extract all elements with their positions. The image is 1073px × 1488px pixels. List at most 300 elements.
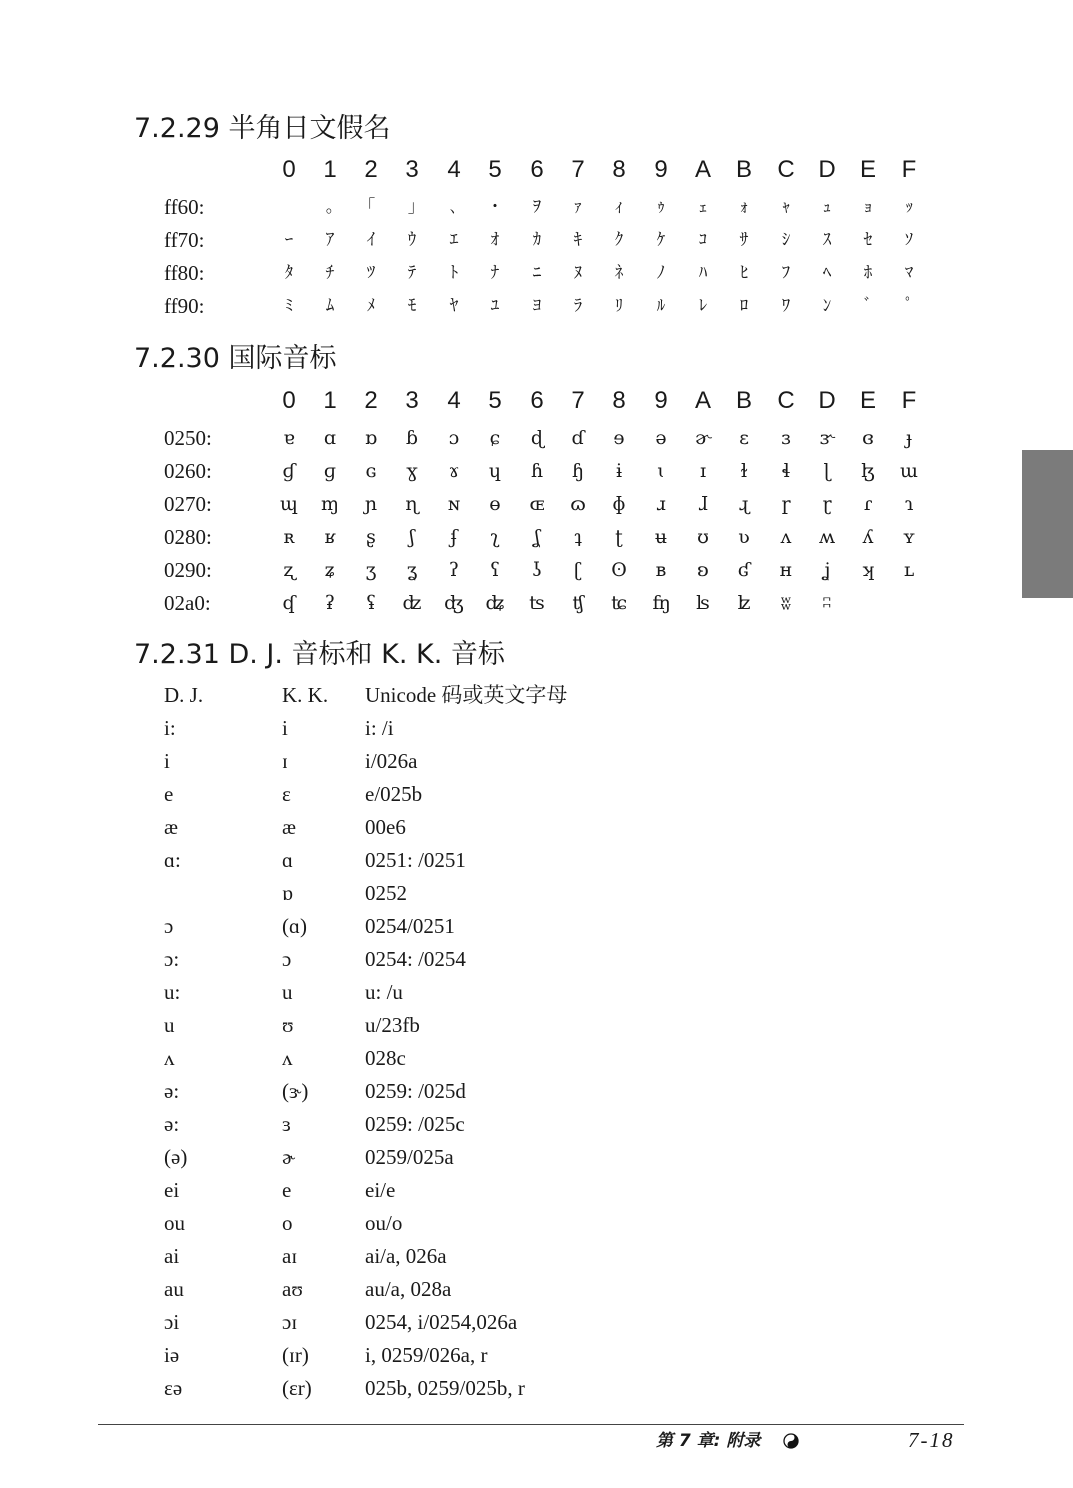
heading-halfwidth-kana: 7.2.29 半角日文假名 — [134, 113, 391, 144]
column-header-cell: A — [694, 156, 711, 183]
unicode-value: 0259/025a — [365, 1145, 454, 1169]
column-header-cell: 3 — [405, 387, 419, 414]
glyph-cell: ʪ — [696, 592, 710, 614]
glyph-cell: ʓ — [406, 559, 418, 581]
column-header-cell: A — [694, 387, 711, 414]
table-row — [0, 1043, 1073, 1074]
glyph-cell: ｴ — [449, 230, 459, 250]
glyph-cell: ｣ — [407, 197, 417, 217]
unicode-value: i: /i — [365, 716, 394, 740]
row-label: ff80: — [164, 261, 205, 285]
kk-symbol: æ — [282, 815, 297, 839]
kk-column-header: K. K. — [282, 683, 329, 707]
glyph-cell: ʧ — [572, 592, 584, 614]
glyph-cell: ､ — [449, 197, 459, 217]
table-row — [0, 878, 1073, 909]
glyph-cell: ɤ — [448, 460, 460, 482]
row-label: ff60: — [164, 195, 205, 219]
kk-symbol: ɛ — [282, 782, 291, 806]
column-header-cell: E — [859, 387, 876, 414]
glyph-cell: ｶ — [532, 230, 542, 250]
glyph-cell: ɷ — [570, 493, 586, 515]
glyph-cell: ɖ — [530, 427, 544, 449]
glyph-cell: ɴ — [447, 493, 461, 515]
kk-symbol: aʊ — [282, 1277, 303, 1301]
yin-yang-icon — [783, 1433, 799, 1449]
glyph-cell: ･ — [490, 197, 500, 217]
row-label: 0260: — [164, 459, 212, 483]
glyph-cell: ɘ — [613, 427, 625, 449]
column-header-cell: 6 — [530, 156, 544, 183]
glyph-cell: ﾚ — [698, 296, 708, 316]
table-row — [0, 812, 1073, 843]
glyph-cell: ｱ — [325, 230, 335, 250]
glyph-cell: ﾓ — [407, 296, 417, 316]
glyph-cell: ﾗ — [573, 296, 583, 316]
glyph-cell: ɯ — [899, 460, 919, 482]
glyph-cell: ﾙ — [656, 296, 666, 316]
glyph-cell: ʋ — [738, 526, 750, 548]
glyph-cell: ɫ — [740, 460, 748, 482]
glyph-cell: ʭ — [822, 592, 832, 614]
glyph-cell: ɸ — [612, 493, 626, 515]
column-header-cell: 7 — [571, 387, 585, 414]
glyph-cell: ﾉ — [656, 263, 666, 283]
glyph-cell: ɠ — [282, 460, 296, 482]
glyph-cell: ʂ — [366, 526, 376, 548]
column-header-cell: C — [777, 156, 795, 183]
glyph-cell: ﾎ — [863, 263, 873, 283]
glyph-cell: ﾖ — [532, 296, 542, 316]
dj-symbol: i: — [164, 716, 176, 740]
heading-ipa: 7.2.30 国际音标 — [134, 343, 337, 374]
glyph-cell: ɲ — [364, 493, 378, 515]
table-row — [0, 1208, 1073, 1239]
column-header-cell: 2 — [364, 156, 378, 183]
unicode-value: 0251: /0251 — [365, 848, 466, 872]
glyph-cell: ｻ — [739, 230, 749, 250]
glyph-cell: ﾅ — [490, 263, 500, 283]
ipa-column-header — [0, 386, 1073, 416]
column-header-cell: 6 — [530, 387, 544, 414]
glyph-cell: ɐ — [283, 427, 295, 449]
glyph-cell: ɕ — [489, 427, 501, 449]
table-row — [0, 291, 1073, 321]
glyph-cell: ｩ — [656, 197, 666, 217]
glyph-cell: ɩ — [657, 460, 665, 482]
glyph-cell: ɢ — [365, 460, 377, 482]
glyph-cell: ɓ — [405, 427, 419, 449]
glyph-cell: ｲ — [366, 230, 376, 250]
unicode-value: ou/o — [365, 1211, 403, 1235]
kk-symbol: ʊ — [282, 1013, 294, 1037]
glyph-cell: ɔ — [448, 427, 460, 449]
column-header-cell: B — [735, 387, 752, 414]
kk-symbol: ɔ — [282, 947, 292, 971]
glyph-cell: ɑ — [323, 427, 337, 449]
column-header-cell: 9 — [654, 387, 668, 414]
heading-dj-kk: 7.2.31 D. J. 音标和 K. K. 音标 — [134, 639, 505, 670]
glyph-cell: ʔ — [448, 559, 460, 581]
glyph-cell: ʊ — [697, 526, 709, 548]
glyph-cell: ɮ — [861, 460, 875, 482]
unicode-value: 00e6 — [365, 815, 406, 839]
glyph-cell: ﾊ — [698, 263, 708, 283]
dj-symbol: ou — [164, 1211, 185, 1235]
unicode-value: 0254: /0254 — [365, 947, 466, 971]
glyph-cell: ʥ — [485, 592, 505, 614]
glyph-cell: ɚ — [694, 427, 712, 449]
glyph-cell: ɺ — [698, 493, 708, 515]
table-row — [0, 1175, 1073, 1206]
column-header-cell: 5 — [488, 387, 502, 414]
kk-symbol: ɔɪ — [282, 1310, 298, 1334]
table-row — [0, 779, 1073, 810]
table-row — [0, 258, 1073, 288]
glyph-cell: ɽ — [822, 493, 832, 515]
glyph-cell: ﾐ — [284, 296, 294, 316]
glyph-cell: ʛ — [737, 559, 751, 581]
column-header-cell: 2 — [364, 387, 378, 414]
glyph-cell: ɪ — [699, 460, 707, 482]
column-header-cell: 4 — [447, 387, 461, 414]
glyph-cell: ﾏ — [904, 263, 914, 283]
glyph-cell: ʁ — [324, 526, 336, 548]
glyph-cell: ɛ — [739, 427, 749, 449]
glyph-cell: ʞ — [862, 559, 874, 581]
unicode-value: e/025b — [365, 782, 423, 806]
column-header-cell: 8 — [612, 156, 626, 183]
table-row — [0, 225, 1073, 255]
glyph-cell: ʄ — [450, 526, 458, 548]
row-label: 0270: — [164, 492, 212, 516]
glyph-cell: ﾁ — [325, 263, 335, 283]
glyph-cell: ｯ — [904, 197, 914, 217]
glyph-cell: ｬ — [781, 197, 791, 217]
glyph-cell: ʍ — [818, 526, 836, 548]
glyph-cell: ʇ — [574, 526, 582, 548]
glyph-cell: ʟ — [903, 559, 915, 581]
kk-symbol: ɜ — [282, 1112, 291, 1136]
glyph-cell: ʠ — [282, 592, 296, 614]
kk-symbol: i — [282, 716, 288, 740]
dj-symbol: ei — [164, 1178, 180, 1202]
glyph-cell: ɣ — [406, 460, 418, 482]
table-row — [0, 588, 1073, 618]
kk-symbol: (ɑ) — [282, 914, 307, 938]
dj-symbol: i — [164, 749, 170, 773]
glyph-cell: ｹ — [656, 230, 666, 250]
dj-symbol: (ə) — [164, 1145, 188, 1169]
table-row — [0, 522, 1073, 552]
glyph-cell: ʡ — [324, 592, 336, 614]
column-header-cell: 8 — [612, 387, 626, 414]
glyph-cell: ɻ — [738, 493, 750, 515]
glyph-cell: ʏ — [902, 526, 916, 548]
glyph-cell: ʤ — [444, 592, 464, 614]
kk-symbol: ɪ — [282, 749, 288, 773]
glyph-cell: ʬ — [780, 592, 792, 614]
glyph-cell: ｰ — [284, 230, 294, 250]
kk-symbol: ʌ — [282, 1046, 293, 1070]
kk-symbol: ɑ — [282, 848, 293, 872]
table-row — [0, 977, 1073, 1008]
glyph-cell: ﾟ — [904, 296, 914, 316]
unicode-value: i, 0259/026a, r — [365, 1343, 488, 1367]
glyph-cell: ʌ — [780, 526, 792, 548]
unicode-value: 0259: /025d — [365, 1079, 466, 1103]
kk-symbol: (ɝ) — [282, 1079, 309, 1103]
unicode-value: ei/e — [365, 1178, 396, 1202]
table-row — [0, 555, 1073, 585]
glyph-cell: ﾂ — [366, 263, 376, 283]
dj-symbol: iə — [164, 1343, 180, 1367]
glyph-cell: ｧ — [573, 197, 583, 217]
table-row — [0, 1076, 1073, 1107]
glyph-cell: ｷ — [573, 230, 583, 250]
glyph-cell: ɭ — [823, 460, 831, 482]
table-row — [0, 1373, 1073, 1404]
glyph-cell: ʕ — [489, 559, 501, 581]
table-row — [0, 1010, 1073, 1041]
glyph-cell: ʗ — [574, 559, 582, 581]
table-row — [0, 1340, 1073, 1371]
unicode-column-header: Unicode 码或英文字母 — [365, 683, 568, 707]
glyph-cell: ʣ — [402, 592, 422, 614]
glyph-cell: ｿ — [904, 230, 914, 250]
table-row — [0, 845, 1073, 876]
glyph-cell: ɟ — [906, 427, 912, 449]
glyph-cell: ʚ — [697, 559, 709, 581]
glyph-cell: ɥ — [488, 460, 502, 482]
glyph-cell: ﾈ — [614, 263, 624, 283]
glyph-cell: ɱ — [320, 493, 340, 515]
row-label: 0250: — [164, 426, 212, 450]
glyph-cell: ʎ — [862, 526, 874, 548]
column-header-cell: 5 — [488, 156, 502, 183]
column-header-cell: C — [777, 387, 795, 414]
kk-symbol: ɚ — [282, 1145, 296, 1169]
column-header-cell: B — [735, 156, 752, 183]
table-row — [0, 1307, 1073, 1338]
column-header-cell: 0 — [282, 387, 296, 414]
table-row — [0, 713, 1073, 744]
glyph-cell: ｵ — [490, 230, 500, 250]
dj-kk-header — [0, 680, 1073, 711]
glyph-cell: ɝ — [819, 427, 835, 449]
glyph-cell: ﾒ — [366, 296, 376, 316]
table-row — [0, 456, 1073, 486]
glyph-cell: ɗ — [571, 427, 585, 449]
glyph-cell: ɰ — [279, 493, 299, 515]
column-header-cell: 7 — [571, 156, 585, 183]
glyph-cell: ʩ — [652, 592, 670, 614]
table-row — [0, 944, 1073, 975]
glyph-cell: ﾇ — [573, 263, 583, 283]
glyph-cell: ɞ — [862, 427, 874, 449]
table-row — [0, 1274, 1073, 1305]
unicode-value: 028c — [365, 1046, 406, 1070]
glyph-cell: ɦ — [530, 460, 544, 482]
glyph-cell: ｺ — [698, 230, 708, 250]
table-row — [0, 1109, 1073, 1140]
glyph-cell: ɬ — [781, 460, 791, 482]
dj-symbol: e — [164, 782, 174, 806]
unicode-value: i/026a — [365, 749, 418, 773]
kk-symbol: (ɛr) — [282, 1376, 312, 1400]
kana-column-header — [0, 155, 1073, 185]
table-row — [0, 1241, 1073, 1272]
glyph-cell: ʃ — [409, 526, 415, 548]
column-header-cell: 4 — [447, 156, 461, 183]
footer-rule — [98, 1424, 964, 1425]
dj-symbol: ə: — [164, 1079, 180, 1103]
kk-symbol: o — [282, 1211, 293, 1235]
glyph-cell: ʦ — [529, 592, 545, 614]
glyph-cell: ﾋ — [739, 263, 749, 283]
glyph-cell: ｸ — [614, 230, 624, 250]
glyph-cell: ｳ — [407, 230, 417, 250]
column-header-cell: 0 — [282, 156, 296, 183]
dj-symbol: u: — [164, 980, 181, 1004]
glyph-cell: ʫ — [737, 592, 751, 614]
glyph-cell: ʢ — [365, 592, 377, 614]
glyph-cell: ｢ — [366, 197, 376, 217]
glyph-cell: ｦ — [532, 197, 542, 217]
column-header-cell: 3 — [405, 156, 419, 183]
glyph-cell: ｼ — [781, 230, 791, 250]
glyph-cell: ʝ — [823, 559, 831, 581]
glyph-cell: ɹ — [656, 493, 666, 515]
glyph-cell: ﾘ — [614, 296, 624, 316]
column-header-cell: E — [859, 156, 876, 183]
unicode-value: au/a, 028a — [365, 1277, 452, 1301]
glyph-cell: ʑ — [324, 559, 336, 581]
unicode-value: ai/a, 026a — [365, 1244, 447, 1268]
glyph-cell: ｨ — [614, 197, 624, 217]
column-header-cell: 1 — [323, 156, 337, 183]
kk-symbol: e — [282, 1178, 292, 1202]
row-label: 02a0: — [164, 591, 211, 615]
glyph-cell: ﾌ — [781, 263, 791, 283]
glyph-cell: ｫ — [739, 197, 749, 217]
dj-symbol: æ — [164, 815, 179, 839]
table-row — [0, 1142, 1073, 1173]
glyph-cell: ʅ — [490, 526, 500, 548]
glyph-cell: ɿ — [904, 493, 914, 515]
unicode-value: u/23fb — [365, 1013, 420, 1037]
column-header-cell: D — [818, 387, 836, 414]
glyph-cell: ｪ — [698, 197, 708, 217]
glyph-cell: ɜ — [781, 427, 791, 449]
table-row — [0, 192, 1073, 222]
row-label: ff90: — [164, 294, 205, 318]
glyph-cell: ﾕ — [490, 296, 500, 316]
chapter-thumb-tab — [1022, 450, 1073, 598]
glyph-cell: ﾀ — [284, 263, 294, 283]
dj-symbol: u — [164, 1013, 175, 1037]
column-header-cell: 9 — [654, 156, 668, 183]
glyph-cell: ﾔ — [449, 296, 459, 316]
table-row — [0, 746, 1073, 777]
table-row — [0, 489, 1073, 519]
column-header-cell: F — [901, 156, 917, 183]
kk-symbol: (ɪr) — [282, 1343, 309, 1367]
glyph-cell: ɧ — [571, 460, 585, 482]
kk-symbol: aɪ — [282, 1244, 298, 1268]
glyph-cell: ｮ — [863, 197, 873, 217]
dj-symbol: au — [164, 1277, 184, 1301]
glyph-cell: ﾞ — [863, 296, 873, 316]
glyph-cell: ʨ — [611, 592, 627, 614]
glyph-cell: ʉ — [654, 526, 668, 548]
glyph-cell: ﾃ — [407, 263, 417, 283]
unicode-value: 025b, 0259/025b, r — [365, 1376, 525, 1400]
glyph-cell: ﾆ — [532, 263, 542, 283]
glyph-cell: ɳ — [405, 493, 419, 515]
glyph-cell: ʘ — [611, 559, 627, 581]
glyph-cell: ʆ — [533, 526, 541, 548]
unicode-value: u: /u — [365, 980, 403, 1004]
row-label: 0290: — [164, 558, 212, 582]
table-row — [0, 423, 1073, 453]
dj-symbol: ɑ: — [164, 848, 181, 872]
row-label: 0280: — [164, 525, 212, 549]
unicode-value: 0252 — [365, 881, 407, 905]
glyph-cell: ʖ — [531, 559, 543, 581]
glyph-cell: ɼ — [781, 493, 791, 515]
dj-symbol: ə: — [164, 1112, 180, 1136]
glyph-cell: ｾ — [863, 230, 873, 250]
column-header-cell: F — [901, 387, 917, 414]
unicode-value: 0254/0251 — [365, 914, 455, 938]
glyph-cell: ʙ — [655, 559, 667, 581]
glyph-cell: ﾛ — [739, 296, 749, 316]
glyph-cell: ﾜ — [781, 296, 791, 316]
glyph-cell: ɾ — [863, 493, 873, 515]
dj-symbol: ɔ: — [164, 947, 180, 971]
glyph-cell: ɒ — [364, 427, 378, 449]
footer-chapter-label: 第 7 章: 附录 — [656, 1431, 761, 1451]
glyph-cell: ﾄ — [449, 263, 459, 283]
glyph-cell: ｡ — [325, 197, 335, 217]
glyph-cell: ɵ — [489, 493, 501, 515]
glyph-cell: ｽ — [822, 230, 832, 250]
glyph-cell: ʀ — [283, 526, 295, 548]
kk-symbol: ɒ — [282, 881, 293, 905]
glyph-cell: ʈ — [615, 526, 623, 548]
unicode-value: 0259: /025c — [365, 1112, 465, 1136]
row-label: ff70: — [164, 228, 205, 252]
unicode-value: 0254, i/0254,026a — [365, 1310, 518, 1334]
column-header-cell: D — [818, 156, 836, 183]
glyph-cell: ə — [655, 427, 667, 449]
dj-symbol: ɔ — [164, 914, 174, 938]
glyph-cell: ﾑ — [325, 296, 335, 316]
glyph-cell: ɶ — [529, 493, 545, 515]
glyph-cell: ɨ — [615, 460, 623, 482]
glyph-cell: ʐ — [283, 559, 295, 581]
glyph-cell: ʒ — [365, 559, 377, 581]
glyph-cell: ﾝ — [822, 296, 832, 316]
kk-symbol: u — [282, 980, 293, 1004]
dj-symbol: ai — [164, 1244, 180, 1268]
glyph-cell: ﾍ — [822, 263, 832, 283]
glyph-cell: ʜ — [779, 559, 793, 581]
column-header-cell: 1 — [323, 387, 337, 414]
table-row — [0, 911, 1073, 942]
glyph-cell: ｭ — [822, 197, 832, 217]
